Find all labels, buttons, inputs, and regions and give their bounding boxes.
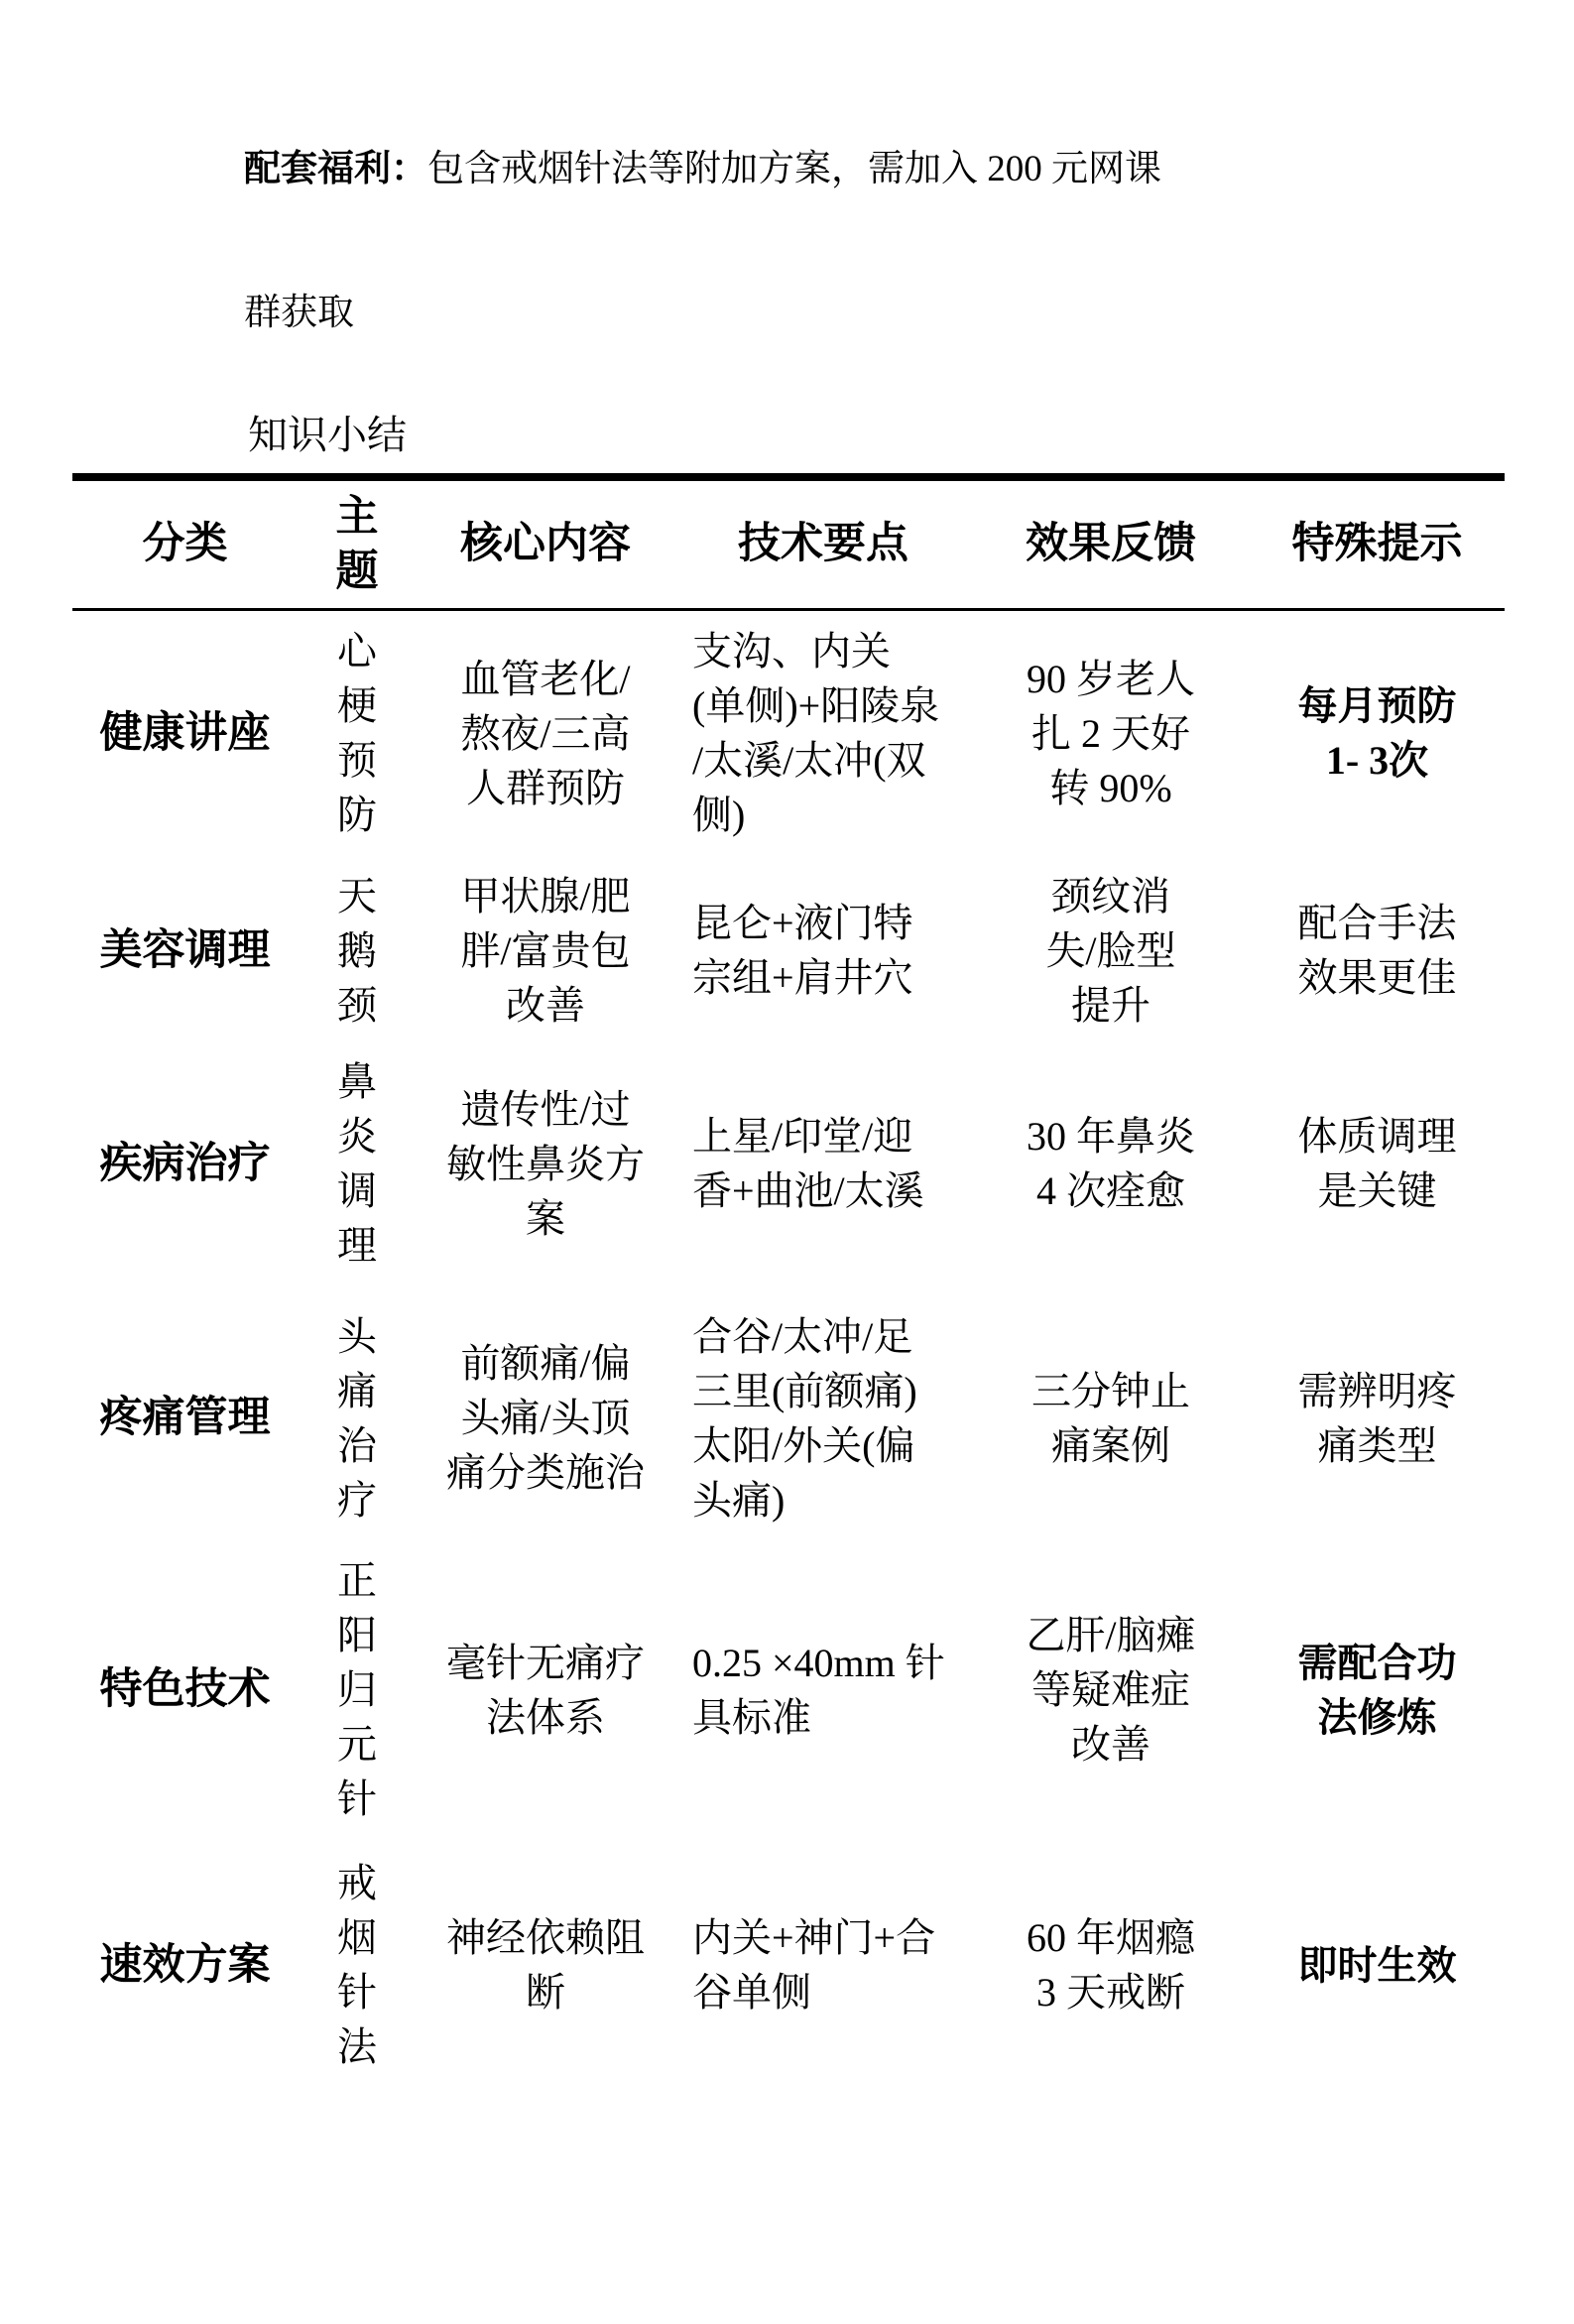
cell-line: 心 [337,629,377,674]
cell-line: 痛分类施治 [446,1450,645,1495]
tech-cell [674,1044,972,1283]
cell-line: 头 [337,1313,377,1359]
core-cell [417,1553,674,1826]
cell-line: 预 [337,738,377,784]
cell-line: 健康讲座 [99,709,271,757]
tip-cell [1250,1553,1505,1826]
cell-line: 颈 [337,982,377,1028]
benefit-paragraph-line2: 群获取 [244,293,354,333]
cell-line: 头痛/头顶 [460,1396,631,1440]
cell-line: 需配合功 [1297,1640,1457,1685]
cell-line: 转 90% [1049,765,1172,810]
cell-line: 三分钟止 [1031,1368,1190,1413]
category-cell [72,1283,298,1553]
cell-line: 戒 [337,1861,377,1905]
tech-cell [674,856,972,1044]
cell-line: 乙肝/脑瘫 [1026,1613,1196,1657]
cell-line: 法修炼 [1317,1694,1437,1740]
cell-line: 美容调理 [99,926,271,974]
cell-line: 甲状腺/肥 [460,873,631,918]
table-row [72,1553,1505,1826]
cell-line: 90 岁老人 [1027,656,1195,701]
core-cell [417,1283,674,1553]
cell-line: 速效方案 [99,1941,271,1989]
cell-line: 疗 [337,1477,377,1523]
column-header-tip [1250,477,1505,609]
cell-line: 技术要点 [738,521,908,568]
cell-line: 特殊提示 [1291,521,1463,568]
cell-line: 效果反馈 [1026,521,1196,568]
cell-line: 内关+神门+合 [692,1915,936,1960]
category-cell [72,1826,298,2104]
benefit-label: 配套福利： [244,149,427,189]
cell-line: 疾病治疗 [99,1140,271,1187]
cell-line: 法体系 [486,1694,605,1740]
cell-line: 前额痛/偏 [460,1341,631,1386]
cell-line: 法 [337,2024,377,2069]
cell-line: 0.25 ×40mm 针 [692,1640,945,1685]
core-cell [417,609,674,856]
cell-line: 鼻 [337,1059,377,1104]
cell-line: 昆仑+液门特 [692,901,913,945]
cell-line: 神经依赖阻 [446,1915,645,1960]
cell-line: 鹅 [337,927,377,973]
cell-line: 元 [337,1722,377,1767]
tip-cell [1250,856,1505,1044]
column-header-tech [674,477,972,609]
cell-line: 效果更佳 [1297,955,1457,1000]
tip-cell [1250,609,1505,856]
topic-cell [298,1553,417,1826]
tech-cell [674,609,972,856]
category-cell [72,1553,298,1826]
cell-line: 谷单侧 [692,1970,811,2015]
cell-line: 支沟、内关 [692,629,891,674]
feedback-cell [972,1283,1250,1553]
cell-line: 30 年鼻炎 [1027,1114,1195,1159]
cell-line: 改善 [506,982,585,1028]
cell-line: 体质调理 [1297,1114,1457,1159]
topic-cell [298,1283,417,1553]
cell-line: 遗传性/过 [460,1086,631,1132]
topic-cell [298,856,417,1044]
cell-line: 失/脸型 [1045,927,1176,973]
cell-line: (单侧)+阳陵泉 [692,683,940,729]
feedback-cell [972,609,1250,856]
tech-cell [674,1283,972,1553]
cell-line: 是关键 [1317,1168,1437,1213]
cell-line: 理 [337,1223,377,1268]
cell-line: 太阳/外关(偏 [692,1422,915,1468]
cell-line: 正 [337,1558,377,1603]
tech-cell [674,1553,972,1826]
cell-line: 核心内容 [460,521,631,568]
cell-line: 天 [337,873,377,918]
table-row [72,609,1505,856]
cell-line: 60 年烟瘾 [1027,1915,1195,1960]
column-header-core [417,477,674,609]
tip-cell [1250,1283,1505,1553]
topic-cell [298,1044,417,1283]
core-cell [417,856,674,1044]
benefit-paragraph-line1 [244,97,1295,241]
cell-line: 归 [337,1667,377,1712]
tip-cell [1250,1826,1505,2104]
cell-line: /太溪/太冲(双 [692,738,926,784]
tech-cell [674,1826,972,2104]
benefit-paragraph [244,97,1295,385]
cell-line: 针 [337,1970,377,2015]
cell-line: 阳 [337,1613,377,1657]
table-row [72,1044,1505,1283]
cell-line: 梗 [337,683,377,729]
cell-line: 侧) [692,793,746,838]
feedback-cell [972,856,1250,1044]
feedback-cell [972,1826,1250,2104]
cell-line: 3 天戒断 [1036,1970,1185,2015]
cell-line: 疼痛管理 [99,1395,271,1441]
category-cell [72,856,298,1044]
benefit-text: 包含戒烟针法等附加方案，需加入 200 元网课 [427,149,1161,189]
table-header-row [72,477,1505,609]
feedback-cell [972,1044,1250,1283]
cell-line: 题 [335,548,379,595]
cell-line: 断 [526,1970,565,2015]
cell-line: 毫针无痛疗 [446,1640,645,1685]
cell-line: 等疑难症 [1031,1667,1190,1712]
cell-line: 特色技术 [99,1666,271,1713]
cell-line: 治 [337,1422,377,1468]
tip-cell [1250,1044,1505,1283]
cell-line: 三里(前额痛) [692,1368,917,1413]
table-row [72,1283,1505,1553]
cell-line: 烟 [337,1915,377,1960]
cell-line: 调 [337,1168,377,1213]
cell-line: 案 [526,1195,565,1241]
cell-line: 4 次痊愈 [1036,1168,1185,1213]
cell-line: 宗组+肩井穴 [692,955,913,1000]
cell-line: 合谷/太冲/足 [692,1313,913,1359]
cell-line: 防 [337,793,377,838]
cell-line: 上星/印堂/迎 [692,1114,913,1159]
cell-line: 提升 [1071,982,1150,1028]
cell-line: 胖/富贵包 [460,927,631,973]
cell-line: 熬夜/三高 [460,710,631,756]
cell-line: 人群预防 [466,765,625,810]
cell-line: 针 [337,1776,377,1821]
column-header-topic [298,477,417,609]
cell-line: 改善 [1071,1722,1150,1767]
cell-line: 扎 2 天好 [1031,710,1190,756]
cell-line: 主 [335,493,379,541]
cell-line: 香+曲池/太溪 [692,1168,924,1213]
cell-line: 颈纹消 [1051,873,1170,918]
column-header-feedback [972,477,1250,609]
cell-line: 配合手法 [1297,901,1457,945]
cell-line: 每月预防 [1297,683,1457,729]
cell-line: 痛案例 [1051,1422,1170,1468]
cell-line: 炎 [337,1114,377,1159]
document-page [0,97,1574,2104]
category-cell [72,609,298,856]
feedback-cell [972,1553,1250,1826]
table-row [72,856,1505,1044]
knowledge-summary-table [72,473,1505,2104]
core-cell [417,1826,674,2104]
column-header-category [72,477,298,609]
cell-line: 即时生效 [1297,1942,1457,1988]
section-title: 知识小结 [248,413,407,457]
cell-line: 需辨明疼 [1297,1368,1457,1413]
cell-line: 敏性鼻炎方 [446,1141,645,1186]
cell-line: 血管老化/ [460,656,631,701]
table-row [72,1826,1505,2104]
topic-cell [298,609,417,856]
cell-line: 头痛) [692,1477,786,1523]
core-cell [417,1044,674,1283]
topic-cell [298,1826,417,2104]
cell-line: 分类 [142,521,228,568]
category-cell [72,1044,298,1283]
cell-line: 1- 3次 [1325,738,1429,784]
cell-line: 痛 [337,1368,377,1413]
cell-line: 具标准 [692,1694,811,1740]
cell-line: 痛类型 [1317,1422,1437,1468]
